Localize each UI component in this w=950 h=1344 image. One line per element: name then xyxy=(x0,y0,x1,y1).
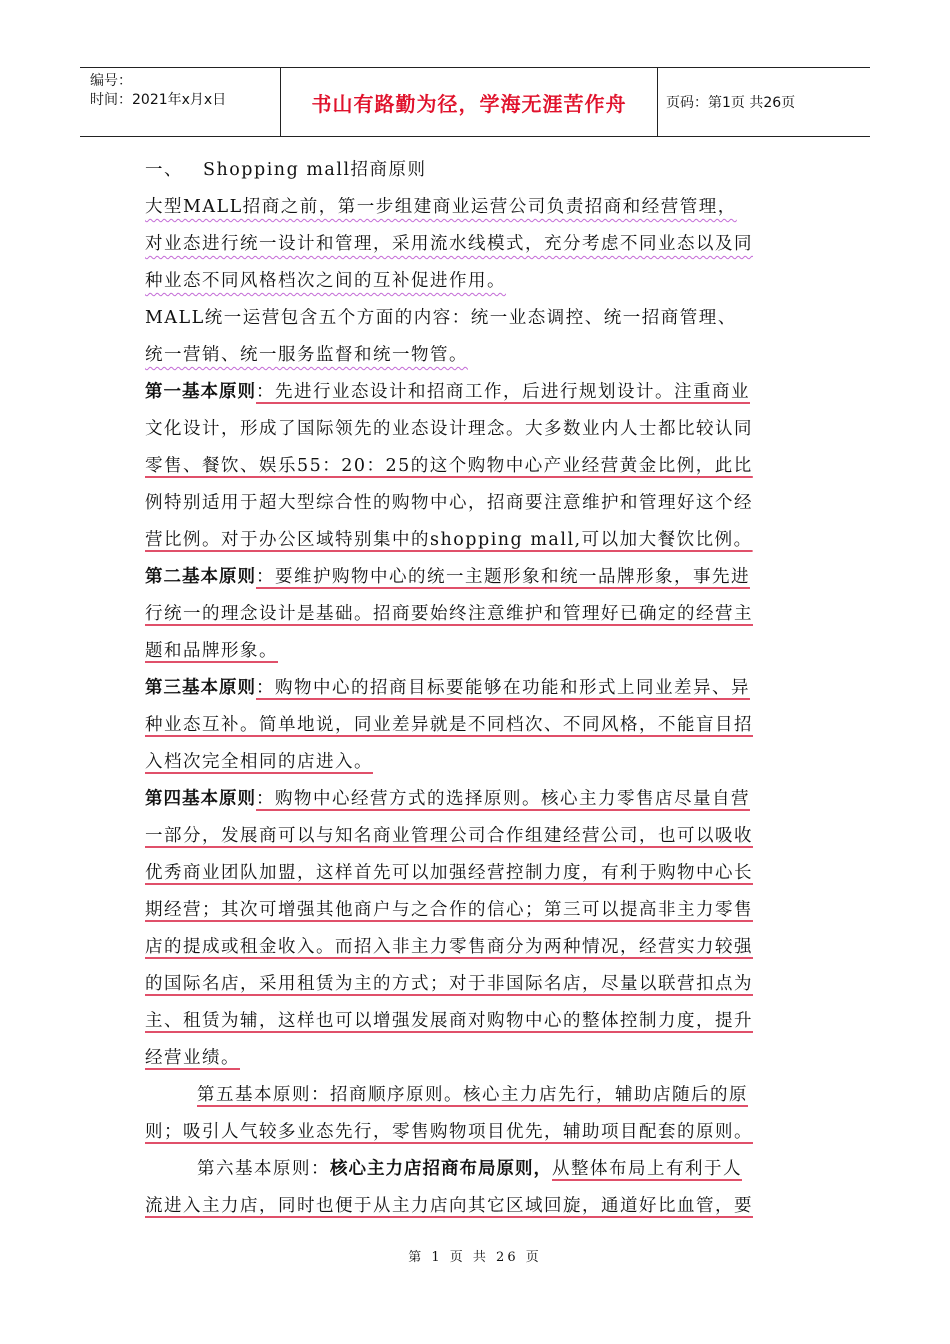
header-page-cell xyxy=(658,68,870,136)
principle-1-line-5: 营比例。对于办公区域特别集中的shopping mall,可以加大餐饮比例。 xyxy=(145,530,753,550)
page-info: 页码：第1页 共26页 xyxy=(666,95,796,111)
principle-6-bold: 核心主力店招商布局原则， xyxy=(330,1159,552,1179)
section-heading xyxy=(145,152,810,189)
header-meta xyxy=(80,68,280,136)
principle-3-label: 第三基本原则 xyxy=(145,678,256,698)
time-label: 时间：2021年x月x日 xyxy=(90,92,227,108)
number-label: 编号： xyxy=(90,73,132,89)
principle-4-line-2: 一部分，发展商可以与知名商业管理公司合作组建经营公司，也可以吸收 xyxy=(145,826,753,846)
principle-2-line-3: 题和品牌形象。 xyxy=(145,641,278,661)
principle-5-line-1: 第五基本原则：招商顺序原则。核心主力店先行，辅助店随后的原 xyxy=(197,1085,748,1105)
intro1-line-2: 对业态进行统一设计和管理，采用流水线模式，充分考虑不同业态以及同 xyxy=(145,234,753,254)
principle-4-label: 第四基本原则 xyxy=(145,789,256,809)
principle-4-line-5: 店的提成或租金收入。而招入非主力零售商分为两种情况，经营实力较强 xyxy=(145,937,753,957)
principle-4-line-1: 第四基本原则：购物中心经营方式的选择原则。核心主力零售店尽量自营 xyxy=(145,789,750,809)
section-number: 一、 xyxy=(145,160,183,180)
intro2-line-1: MALL统一运营包含五个方面的内容：统一业态调控、统一招商管理、 xyxy=(145,308,737,328)
principle-1-line-3: 零售、餐饮、娱乐55：20：25的这个购物中心产业经营黄金比例，此比 xyxy=(145,456,753,476)
principle-1-label: 第一基本原则 xyxy=(145,382,256,402)
principle-4-line-8: 经营业绩。 xyxy=(145,1048,240,1068)
motto: 书山有路勤为径，学海无涯苦作舟 xyxy=(311,91,627,116)
principle-4-line-6: 的国际名店，采用租赁为主的方式；对于非国际名店，尽量以联营扣点为 xyxy=(145,974,753,994)
principle-4-line-7: 主、租赁为辅，这样也可以增强发展商对购物中心的整体控制力度，提升 xyxy=(145,1011,753,1031)
principle-1-line-4: 例特别适用于超大型综合性的购物中心，招商要注意维护和管理好这个经 xyxy=(145,493,753,513)
principle-6-line-2: 流进入主力店，同时也便于从主力店向其它区域回旋，通道好比血管，要 xyxy=(145,1196,753,1216)
principle-2-line-1: 第二基本原则：要维护购物中心的统一主题形象和统一品牌形象，事先进 xyxy=(145,567,750,587)
principle-4-line-3: 优秀商业团队加盟，这样首先可以加强经营控制力度，有利于购物中心长 xyxy=(145,863,753,883)
section-title: Shopping mall招商原则 xyxy=(203,160,427,180)
principle-3-line-2: 种业态互补。简单地说，同业差异就是不同档次、不同风格，不能盲目招 xyxy=(145,715,753,735)
intro2-line-2: 统一营销、统一服务监督和统一物管。 xyxy=(145,345,468,365)
principle-5-line-2: 则；吸引人气较多业态先行，零售购物项目优先，辅助项目配套的原则。 xyxy=(145,1122,753,1142)
principle-4-line-4: 期经营；其次可增强其他商户与之合作的信心；第三可以提高非主力零售 xyxy=(145,900,753,920)
principle-1-line-1: 第一基本原则：先进行业态设计和招商工作，后进行规划设计。注重商业 xyxy=(145,382,750,402)
principle-3-line-1: 第三基本原则：购物中心的招商目标要能够在功能和形式上同业差异、异 xyxy=(145,678,750,698)
header-table xyxy=(80,67,870,137)
intro1-line-3: 种业态不同风格档次之间的互补促进作用。 xyxy=(145,271,506,291)
header-motto-cell xyxy=(280,68,658,136)
principle-2-label: 第二基本原则 xyxy=(145,567,256,587)
principle-6-line-1: 第六基本原则：核心主力店招商布局原则，从整体布局上有利于人 xyxy=(197,1159,742,1179)
document-body xyxy=(145,152,810,1225)
principle-1-line-2: 文化设计，形成了国际领先的业态设计理念。大多数业内人士都比较认同 xyxy=(145,419,753,439)
principle-2-line-2: 行统一的理念设计是基础。招商要始终注意维护和管理好已确定的经营主 xyxy=(145,604,753,624)
page-footer: 第 1 页 共 26 页 xyxy=(408,1250,542,1265)
intro1-line-1: 大型MALL招商之前，第一步组建商业运营公司负责招商和经营管理， xyxy=(145,197,737,217)
principle-3-line-3: 入档次完全相同的店进入。 xyxy=(145,752,373,772)
